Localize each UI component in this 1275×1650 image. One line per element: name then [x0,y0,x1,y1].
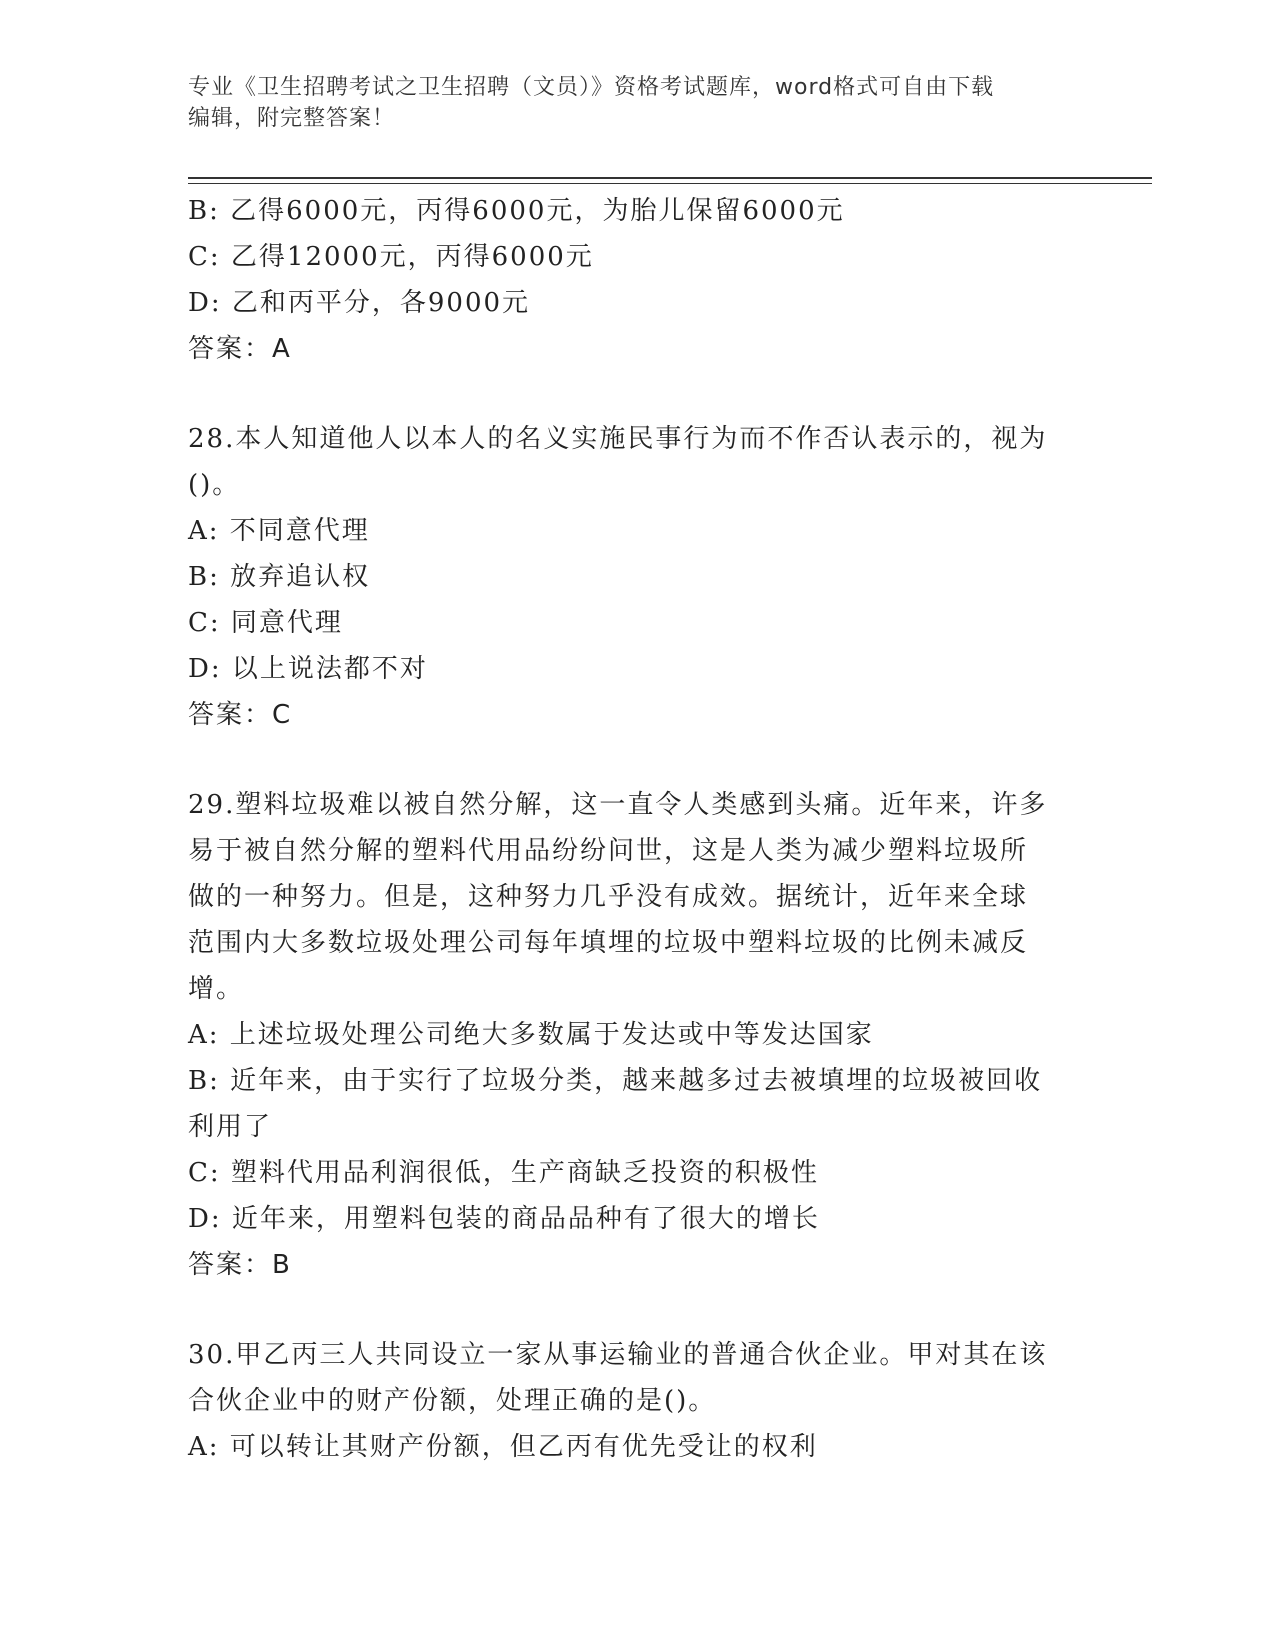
q29-option-d: D: 近年来，用塑料包装的商品品种有了很大的增长 [188,1204,820,1234]
header-line-2: 编辑，附完整答案！ [188,106,396,131]
q28-stem-1: 28.本人知道他人以本人的名义实施民事行为而不作否认表示的，视为 [188,424,1048,454]
question-30 [188,1332,1078,1470]
question-27 [188,188,1078,372]
q28-stem-2: ()。 [188,470,241,500]
q28-option-d: D: 以上说法都不对 [188,654,428,684]
q27-answer: 答案：A [188,334,292,364]
header-rule-thin [188,183,1152,184]
q28-option-c: C: 同意代理 [188,608,343,638]
q29-answer: 答案：B [188,1250,292,1280]
header-line-1: 专业《卫生招聘考试之卫生招聘（文员）》资格考试题库，word格式可自由下载 [188,75,995,100]
spacer [188,1288,1078,1332]
spacer [188,372,1078,416]
q29-stem-4: 范围内大多数垃圾处理公司每年填埋的垃圾中塑料垃圾的比例未减反 [188,928,1029,958]
q27-option-d: D: 乙和丙平分，各9000元 [188,288,531,318]
q29-stem-2: 易于被自然分解的塑料代用品纷纷问世，这是人类为减少塑料垃圾所 [188,836,1029,866]
q28-option-a: A: 不同意代理 [188,516,370,546]
q30-stem-2: 合伙企业中的财产份额，处理正确的是()。 [188,1386,717,1416]
q30-option-a: A: 可以转让其财产份额，但乙丙有优先受让的权利 [188,1432,818,1462]
header-rule-thick [188,177,1152,179]
q29-option-a: A: 上述垃圾处理公司绝大多数属于发达或中等发达国家 [188,1020,874,1050]
q30-stem-1: 30.甲乙丙三人共同设立一家从事运输业的普通合伙企业。甲对其在该 [188,1340,1048,1370]
q29-stem-1: 29.塑料垃圾难以被自然分解，这一直令人类感到头痛。近年来，许多 [188,790,1048,820]
q28-option-b: B: 放弃追认权 [188,562,371,592]
q27-option-b: B: 乙得6000元，丙得6000元，为胎儿保留6000元 [188,196,845,226]
question-28 [188,416,1078,738]
q27-option-c: C: 乙得12000元，丙得6000元 [188,242,594,272]
q29-option-b-1: B: 近年来，由于实行了垃圾分类，越来越多过去被填埋的垃圾被回收 [188,1066,1043,1096]
q29-option-b-2: 利用了 [188,1112,273,1142]
spacer [188,738,1078,782]
q29-option-c: C: 塑料代用品利润很低，生产商缺乏投资的积极性 [188,1158,819,1188]
page-header [188,72,1068,134]
q29-stem-5: 增。 [188,974,245,1004]
q28-answer: 答案：C [188,700,293,730]
q29-stem-3: 做的一种努力。但是，这种努力几乎没有成效。据统计，近年来全球 [188,882,1029,912]
question-29 [188,782,1078,1288]
question-list [188,188,1078,1470]
